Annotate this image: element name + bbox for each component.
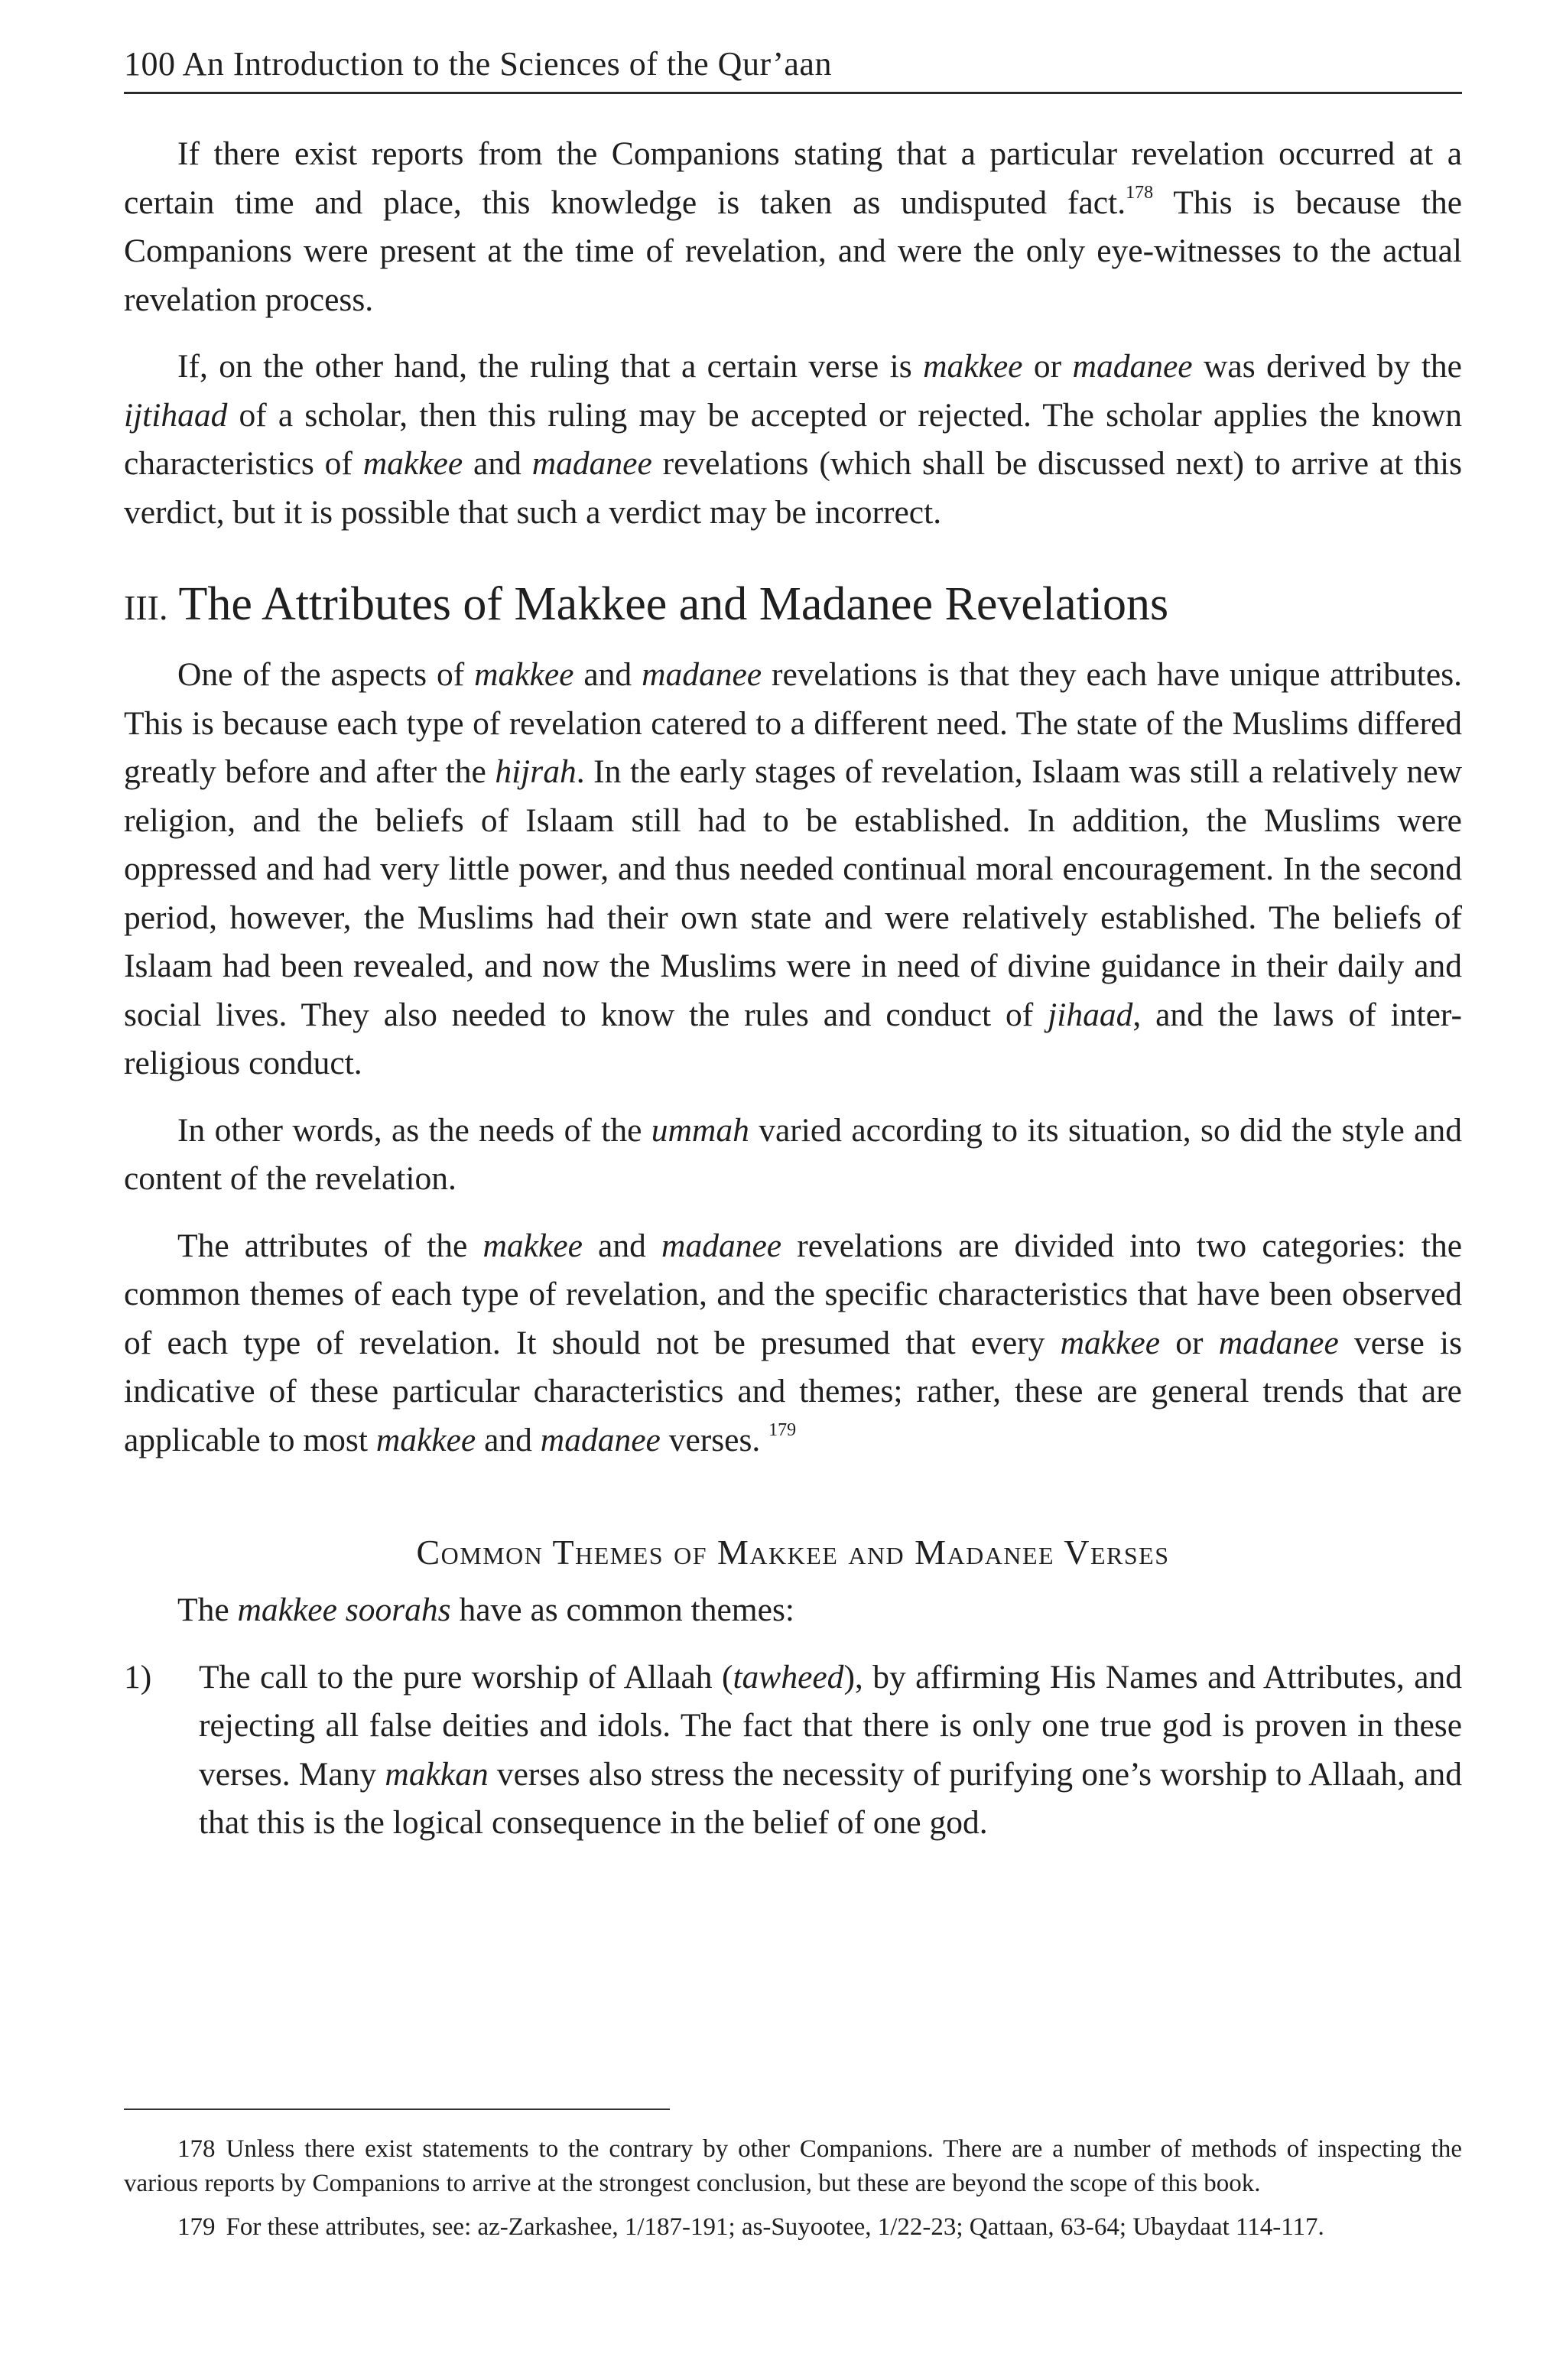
footnote-179 <box>124 2210 1462 2245</box>
paragraph-ijtihaad: If, on the other hand, the ruling that a certain verse is makkee or madanee was derived by the ijtihaad of a scholar, then this ruling may be accepted or rejected. The scholar applies the known characteristics of makkee and madanee revelations (which shall be discussed next) to arrive at this verdict, but it is possible that such a verdict may be incorrect. <box>124 348 1462 531</box>
paragraph-unique-attributes: One of the aspects of makkee and madanee revelations is that they each have unique attributes. This is because each type of revelation catered to a different need. The state of the Muslims differed greatly before and after the hijrah. In the early stages of revelation, Islaam was still a relatively new religion, and the beliefs of Islaam still had to be established. In addition, the Muslims were oppressed and had very little power, and thus needed continual moral encouragement. In the second period, however, the Muslims had their own state and were relatively established. The beliefs of Islaam had been revealed, and now the Muslims were in need of divine guidance in their daily and social lives. They also needed to know the rules and conduct of jihaad, and the laws of inter-religious conduct. <box>124 656 1463 1081</box>
paragraph-makkee-themes-intro: The makkee soorahs have as common themes: <box>177 1592 794 1628</box>
footnote-ref-178[interactable]: 178 <box>1126 182 1154 203</box>
paragraph-companion-reports: If there exist reports from the Companions stating that a particular revelation occurred at a certain time and place, this knowledge is taken as undisputed fact.$^{178}$ This is because the Companions were present at the time of revelation, and were the only eye-witnesses to the actual revelation process. <box>124 135 1463 318</box>
page-body <box>124 130 1462 1848</box>
footnote-ref-179[interactable]: 179 <box>768 1419 797 1440</box>
paragraph-attribute-categories: The attributes of the makkee and madanee revelations are divided into two categories: the common themes of each type of revelation, and the specific characteristics that have been observed of each type of revelation. It should not be presumed that every makkee or madanee verse is indicative of these particular characteristics and themes; rather, these are general trends that are applicable to most makkee and madanee verses. $^{179}$ <box>124 1227 1463 1458</box>
subsection-heading: Common Themes of Makkee and Madanee Verses <box>416 1533 1170 1572</box>
section-number: III. <box>124 588 168 627</box>
footnote-text: Unless there exist statements to the contrary by other Companions. There are a number of methods of inspecting the various reports by Companions to arrive at the strongest conclusion, but these are beyond the scope of this book. <box>124 2135 1462 2197</box>
section-heading <box>124 574 1462 639</box>
footnotes <box>124 2132 1462 2254</box>
running-header <box>124 44 1462 83</box>
running-title: An Introduction to the Sciences of the Qur’aan <box>182 45 832 83</box>
list-item <box>124 1653 1462 1848</box>
footnote-number: 178 <box>177 2135 216 2163</box>
page-number: 100 <box>124 45 176 83</box>
list-marker: 1) <box>124 1658 152 1696</box>
footnote-178 <box>124 2132 1462 2201</box>
paragraph-ummah-needs: In other words, as the needs of the ummah varied according to its situation, so did the style and content of the revelation. <box>124 1111 1462 1197</box>
footnote-separator <box>124 2109 670 2110</box>
header-rule <box>124 92 1462 94</box>
footnote-number: 179 <box>177 2213 216 2241</box>
section-title: The Attributes of Makkee and Madanee Revelations <box>178 578 1169 630</box>
footnote-text: For these attributes, see: az-Zarkashee, 1/187-191; as-Suyootee, 1/22-23; Qattaan, 63-64; Ubaydaat 114-117. <box>226 2213 1324 2241</box>
list-item-text: The call to the pure worship of Allaah (tawheed), by affirming His Names and Attributes, and rejecting all false deities and idols. The fact that there is only one true god is proven in these verses. Many makkan verses also stress the necessity of purifying one’s worship to Allaah, and that this is the logical consequence in the belief of one god. <box>199 1658 1462 1841</box>
